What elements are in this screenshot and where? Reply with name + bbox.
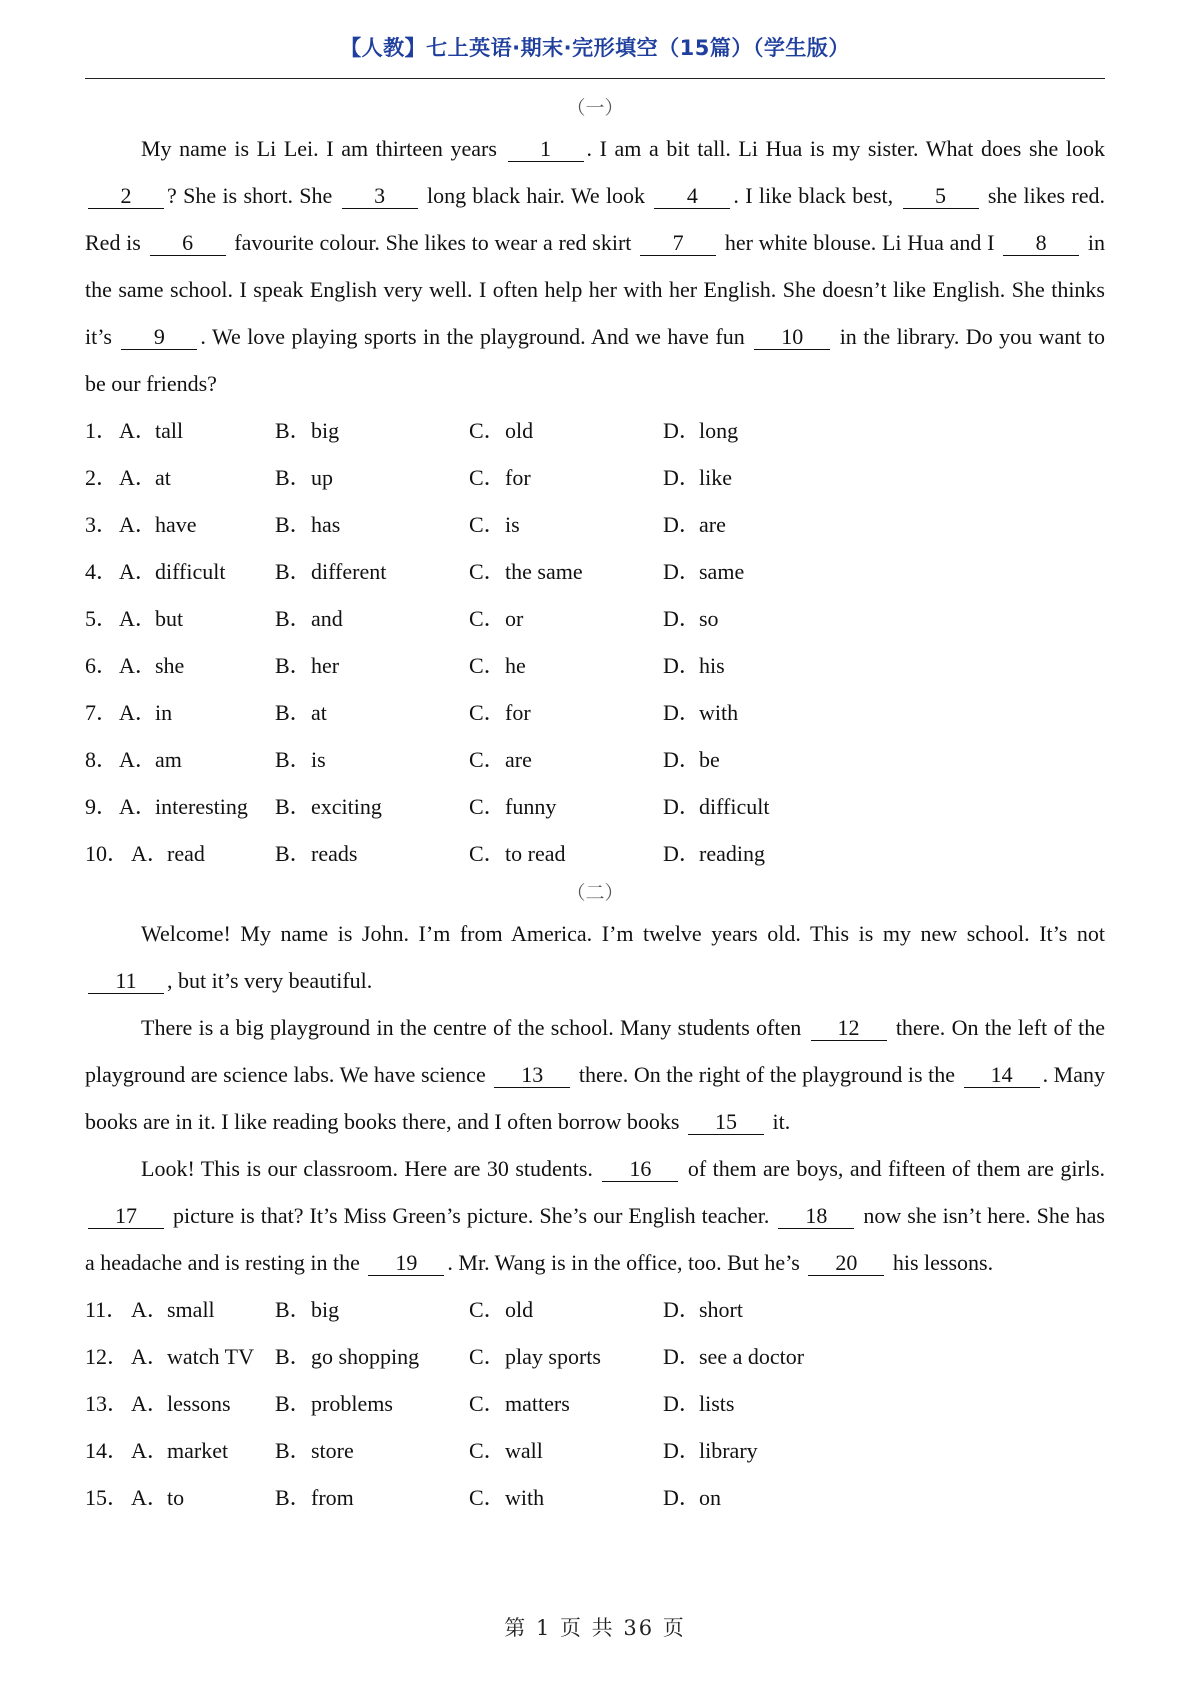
cloze-blank[interactable]: 15 xyxy=(688,1110,764,1135)
cloze-blank[interactable]: 6 xyxy=(150,231,226,256)
option-a[interactable] xyxy=(131,1427,228,1474)
cloze-blank[interactable]: 7 xyxy=(640,231,716,256)
option-c[interactable] xyxy=(469,1427,543,1474)
option-text: read xyxy=(167,841,205,866)
question-row xyxy=(85,1333,1105,1380)
option-text: am xyxy=(155,747,182,772)
option-letter: D． xyxy=(663,512,701,537)
option-b[interactable] xyxy=(275,407,339,454)
option-d[interactable] xyxy=(663,407,738,454)
question-row xyxy=(85,595,1105,642)
option-text: wall xyxy=(505,1438,543,1463)
option-a[interactable] xyxy=(119,454,171,501)
option-text: but xyxy=(155,606,184,631)
cloze-blank[interactable]: 16 xyxy=(602,1157,678,1182)
cloze-blank[interactable]: 12 xyxy=(811,1016,887,1041)
question-number: 5． xyxy=(85,606,119,631)
option-text: see a doctor xyxy=(699,1344,805,1369)
option-b[interactable] xyxy=(275,501,340,548)
question-row xyxy=(85,689,1105,736)
option-a[interactable] xyxy=(131,1474,184,1521)
cloze-blank[interactable]: 18 xyxy=(778,1204,854,1229)
question-options-list xyxy=(85,1286,1105,1521)
cloze-blank[interactable]: 11 xyxy=(88,969,164,994)
option-text: on xyxy=(699,1485,721,1510)
option-letter: A． xyxy=(119,559,157,584)
option-text: the same xyxy=(505,559,583,584)
option-c[interactable] xyxy=(469,783,556,830)
passage-paragraph xyxy=(85,1145,1105,1286)
option-text: reads xyxy=(311,841,358,866)
question-number: 8． xyxy=(85,747,119,772)
option-a[interactable] xyxy=(119,407,183,454)
option-c[interactable] xyxy=(469,642,526,689)
option-text: with xyxy=(505,1485,545,1510)
option-letter: C． xyxy=(469,747,506,772)
passage-paragraph xyxy=(85,125,1105,407)
option-text: short xyxy=(699,1297,743,1322)
header-divider xyxy=(85,78,1105,79)
cloze-blank[interactable]: 5 xyxy=(903,184,979,209)
option-text: lessons xyxy=(167,1391,231,1416)
option-text: at xyxy=(155,465,171,490)
document-header-title: 【人教】七上英语·期末·完形填空（15篇）（学生版） xyxy=(340,36,850,60)
passage-text: now she isn’t here. She has a headache and is resting in the xyxy=(85,1203,1105,1275)
option-letter: A． xyxy=(131,1485,169,1510)
passage-text: his lessons. xyxy=(887,1250,994,1275)
option-text: with xyxy=(699,700,739,725)
option-text: big xyxy=(311,418,340,443)
option-text: to xyxy=(167,1485,185,1510)
section-title: （一） xyxy=(566,97,624,119)
passage-text: it. xyxy=(766,1109,791,1134)
option-text: is xyxy=(505,512,520,537)
question-row xyxy=(85,783,1105,830)
option-text: are xyxy=(699,512,726,537)
option-d[interactable] xyxy=(663,830,765,877)
option-d[interactable] xyxy=(663,689,738,736)
option-text: store xyxy=(311,1438,354,1463)
option-d[interactable] xyxy=(663,783,769,830)
option-d[interactable] xyxy=(663,454,732,501)
option-text: long xyxy=(699,418,739,443)
option-letter: B． xyxy=(275,1438,312,1463)
option-text: different xyxy=(311,559,387,584)
passage-text: There is a big playground in the centre of the school. Many students often xyxy=(141,1015,808,1040)
passage-text: in the same school. I speak English very well. I often help her with her English. She doesn’t like English. She thinks it’s xyxy=(85,230,1105,349)
option-text: to read xyxy=(505,841,566,866)
option-text: for xyxy=(505,465,531,490)
option-letter: B． xyxy=(275,1485,312,1510)
option-text: he xyxy=(505,653,526,678)
option-letter: A． xyxy=(131,1297,169,1322)
option-letter: B． xyxy=(275,512,312,537)
option-d[interactable] xyxy=(663,736,720,783)
option-b[interactable] xyxy=(275,454,333,501)
option-text: matters xyxy=(505,1391,570,1416)
section-title: （二） xyxy=(566,882,624,904)
option-a[interactable] xyxy=(131,830,205,877)
option-letter: C． xyxy=(469,1344,506,1369)
option-letter: D． xyxy=(663,1485,701,1510)
question-row xyxy=(85,501,1105,548)
option-text: and xyxy=(311,606,343,631)
cloze-blank[interactable]: 9 xyxy=(121,325,197,350)
question-row xyxy=(85,407,1105,454)
passage-text: . I like black best, xyxy=(733,183,900,208)
option-text: difficult xyxy=(699,794,770,819)
cloze-blank[interactable]: 19 xyxy=(368,1251,444,1276)
option-a[interactable] xyxy=(119,736,182,783)
option-text: watch TV xyxy=(167,1344,254,1369)
passage-text: her white blouse. Li Hua and I xyxy=(719,230,1001,255)
question-number: 4． xyxy=(85,559,119,584)
option-letter: D． xyxy=(663,418,701,443)
question-row xyxy=(85,830,1105,877)
passage-text: of them are boys, and fifteen of them are girls. xyxy=(681,1156,1106,1181)
option-a[interactable] xyxy=(119,595,183,642)
option-text: for xyxy=(505,700,531,725)
option-letter: C． xyxy=(469,418,506,443)
option-text: play sports xyxy=(505,1344,601,1369)
option-a[interactable] xyxy=(119,642,184,689)
cloze-blank[interactable]: 14 xyxy=(964,1063,1040,1088)
question-number: 2． xyxy=(85,465,119,490)
option-letter: D． xyxy=(663,841,701,866)
option-a[interactable] xyxy=(131,1286,215,1333)
option-c[interactable] xyxy=(469,1380,570,1427)
question-number: 9． xyxy=(85,794,119,819)
option-a[interactable] xyxy=(119,689,172,736)
option-text: is xyxy=(311,747,326,772)
question-number: 15． xyxy=(85,1485,130,1510)
passage-text: . Mr. Wang is in the office, too. But he’s xyxy=(447,1250,806,1275)
option-text: be xyxy=(699,747,720,772)
cloze-blank[interactable]: 8 xyxy=(1003,231,1079,256)
passage-text: . I am a bit tall. Li Hua is my sister. What does she look xyxy=(586,136,1105,161)
option-letter: B． xyxy=(275,1344,312,1369)
cloze-blank[interactable]: 2 xyxy=(88,184,164,209)
option-d[interactable] xyxy=(663,1380,734,1427)
option-letter: B． xyxy=(275,794,312,819)
question-row xyxy=(85,454,1105,501)
option-letter: B． xyxy=(275,418,312,443)
page-number-footer: 第 1 页 共 36 页 xyxy=(504,1616,686,1640)
option-letter: A． xyxy=(119,747,157,772)
option-d[interactable] xyxy=(663,595,719,642)
option-text: from xyxy=(311,1485,354,1510)
option-letter: B． xyxy=(275,1297,312,1322)
option-c[interactable] xyxy=(469,830,565,877)
question-number: 13． xyxy=(85,1391,130,1416)
option-b[interactable] xyxy=(275,595,343,642)
cloze-blank[interactable]: 17 xyxy=(88,1204,164,1229)
option-text: she xyxy=(155,653,185,678)
option-d[interactable] xyxy=(663,642,725,689)
option-letter: A． xyxy=(131,1438,169,1463)
option-text: in xyxy=(155,700,173,725)
option-text: problems xyxy=(311,1391,393,1416)
question-number: 14． xyxy=(85,1438,130,1463)
option-letter: B． xyxy=(275,747,312,772)
option-text: lists xyxy=(699,1391,735,1416)
option-letter: D． xyxy=(663,1297,701,1322)
option-letter: D． xyxy=(663,653,701,678)
option-letter: A． xyxy=(119,418,157,443)
option-text: big xyxy=(311,1297,340,1322)
option-d[interactable] xyxy=(663,548,744,595)
question-row xyxy=(85,736,1105,783)
option-letter: C． xyxy=(469,1485,506,1510)
question-row xyxy=(85,642,1105,689)
passage-paragraph xyxy=(85,1004,1105,1145)
option-letter: D． xyxy=(663,700,701,725)
question-number: 11． xyxy=(85,1297,129,1322)
option-d[interactable] xyxy=(663,1286,743,1333)
option-b[interactable] xyxy=(275,1474,354,1521)
question-number: 1． xyxy=(85,418,119,443)
question-number: 7． xyxy=(85,700,119,725)
option-text: market xyxy=(167,1438,229,1463)
option-text: funny xyxy=(505,794,557,819)
option-b[interactable] xyxy=(275,1286,339,1333)
option-letter: C． xyxy=(469,653,506,678)
option-text: old xyxy=(505,1297,534,1322)
option-letter: A． xyxy=(131,1344,169,1369)
passage-text: Welcome! My name is John. I’m from America. I’m twelve years old. This is my new school. It’s not xyxy=(141,921,1105,946)
question-number: 12． xyxy=(85,1344,130,1369)
passage-text: there. On the right of the playground is the xyxy=(573,1062,961,1087)
option-d[interactable] xyxy=(663,1333,804,1380)
option-text: go shopping xyxy=(311,1344,420,1369)
option-letter: C． xyxy=(469,700,506,725)
document-body xyxy=(85,92,1105,1521)
option-b[interactable] xyxy=(275,1333,419,1380)
option-c[interactable] xyxy=(469,736,532,783)
option-text: or xyxy=(505,606,524,631)
option-letter: B． xyxy=(275,465,312,490)
option-letter: C． xyxy=(469,606,506,631)
option-b[interactable] xyxy=(275,830,357,877)
option-letter: A． xyxy=(131,1391,169,1416)
option-letter: B． xyxy=(275,606,312,631)
cloze-blank[interactable]: 20 xyxy=(808,1251,884,1276)
option-c[interactable] xyxy=(469,501,520,548)
option-text: his xyxy=(699,653,725,678)
option-letter: A． xyxy=(119,606,157,631)
option-text: reading xyxy=(699,841,765,866)
option-b[interactable] xyxy=(275,736,326,783)
option-a[interactable] xyxy=(119,548,225,595)
option-letter: C． xyxy=(469,841,506,866)
option-letter: D． xyxy=(663,559,701,584)
option-letter: D． xyxy=(663,794,701,819)
passage-text: favourite colour. She likes to wear a red skirt xyxy=(228,230,638,255)
question-options-list xyxy=(85,407,1105,877)
option-d[interactable] xyxy=(663,1474,721,1521)
passage-text: in the library. Do you want to be our friends? xyxy=(85,324,1105,396)
option-a[interactable] xyxy=(119,783,248,830)
option-c[interactable] xyxy=(469,1286,533,1333)
option-c[interactable] xyxy=(469,454,531,501)
option-text: has xyxy=(311,512,341,537)
option-text: interesting xyxy=(155,794,248,819)
document-page xyxy=(85,0,1105,1682)
option-letter: A． xyxy=(119,653,157,678)
option-c[interactable] xyxy=(469,407,533,454)
option-text: so xyxy=(699,606,719,631)
option-c[interactable] xyxy=(469,689,531,736)
option-a[interactable] xyxy=(131,1333,254,1380)
option-letter: C． xyxy=(469,1391,506,1416)
question-row xyxy=(85,548,1105,595)
option-text: same xyxy=(699,559,745,584)
passage-text: . Many books are in it. I like reading books there, and I often borrow books xyxy=(85,1062,1105,1134)
option-b[interactable] xyxy=(275,783,382,830)
option-b[interactable] xyxy=(275,642,339,689)
option-letter: B． xyxy=(275,841,312,866)
option-letter: D． xyxy=(663,465,701,490)
option-text: her xyxy=(311,653,340,678)
option-letter: A． xyxy=(119,700,157,725)
passage-text: My name is Li Lei. I am thirteen years xyxy=(141,136,505,161)
passage-text: ? She is short. She xyxy=(167,183,339,208)
cloze-blank[interactable]: 10 xyxy=(754,325,830,350)
option-letter: C． xyxy=(469,559,506,584)
option-d[interactable] xyxy=(663,1427,758,1474)
option-c[interactable] xyxy=(469,1474,544,1521)
option-text: up xyxy=(311,465,333,490)
cloze-blank[interactable]: 13 xyxy=(494,1063,570,1088)
option-c[interactable] xyxy=(469,595,523,642)
option-text: library xyxy=(699,1438,758,1463)
passage-text: there. On the left of the playground are science labs. We have science xyxy=(85,1015,1105,1087)
question-row xyxy=(85,1474,1105,1521)
cloze-blank[interactable]: 3 xyxy=(342,184,418,209)
option-text: difficult xyxy=(155,559,226,584)
option-d[interactable] xyxy=(663,501,726,548)
option-text: have xyxy=(155,512,197,537)
passage-text: Look! This is our classroom. Here are 30 students. xyxy=(141,1156,600,1181)
option-text: exciting xyxy=(311,794,382,819)
option-letter: D． xyxy=(663,1344,701,1369)
option-text: are xyxy=(505,747,532,772)
option-b[interactable] xyxy=(275,689,327,736)
option-c[interactable] xyxy=(469,548,583,595)
question-number: 10． xyxy=(85,841,130,866)
cloze-blank[interactable]: 1 xyxy=(508,137,584,162)
option-letter: D． xyxy=(663,606,701,631)
option-b[interactable] xyxy=(275,548,386,595)
passage-paragraph xyxy=(85,910,1105,1004)
option-text: old xyxy=(505,418,534,443)
option-text: tall xyxy=(155,418,184,443)
option-letter: B． xyxy=(275,700,312,725)
option-letter: B． xyxy=(275,653,312,678)
option-letter: C． xyxy=(469,465,506,490)
option-letter: C． xyxy=(469,512,506,537)
option-text: small xyxy=(167,1297,215,1322)
option-text: like xyxy=(699,465,732,490)
option-letter: C． xyxy=(469,1297,506,1322)
question-row xyxy=(85,1286,1105,1333)
option-letter: A． xyxy=(119,465,157,490)
option-letter: C． xyxy=(469,794,506,819)
option-b[interactable] xyxy=(275,1380,393,1427)
option-text: at xyxy=(311,700,327,725)
option-c[interactable] xyxy=(469,1333,601,1380)
option-letter: A． xyxy=(119,512,157,537)
option-letter: D． xyxy=(663,1438,701,1463)
option-letter: B． xyxy=(275,1391,312,1416)
cloze-blank[interactable]: 4 xyxy=(654,184,730,209)
option-letter: D． xyxy=(663,1391,701,1416)
option-a[interactable] xyxy=(131,1380,231,1427)
option-b[interactable] xyxy=(275,1427,354,1474)
question-row xyxy=(85,1427,1105,1474)
option-letter: A． xyxy=(131,841,169,866)
passage-text: long black hair. We look xyxy=(420,183,652,208)
question-number: 3． xyxy=(85,512,119,537)
option-letter: D． xyxy=(663,747,701,772)
question-row xyxy=(85,1380,1105,1427)
passage-text: picture is that? It’s Miss Green’s picture. She’s our English teacher. xyxy=(167,1203,776,1228)
passage-text: she likes red. Red is xyxy=(85,183,1105,255)
option-letter: C． xyxy=(469,1438,506,1463)
passage-text: . We love playing sports in the playground. And we have fun xyxy=(200,324,752,349)
passage-text: , but it’s very beautiful. xyxy=(167,968,373,993)
option-a[interactable] xyxy=(119,501,197,548)
question-number: 6． xyxy=(85,653,119,678)
option-letter: B． xyxy=(275,559,312,584)
option-letter: A． xyxy=(119,794,157,819)
